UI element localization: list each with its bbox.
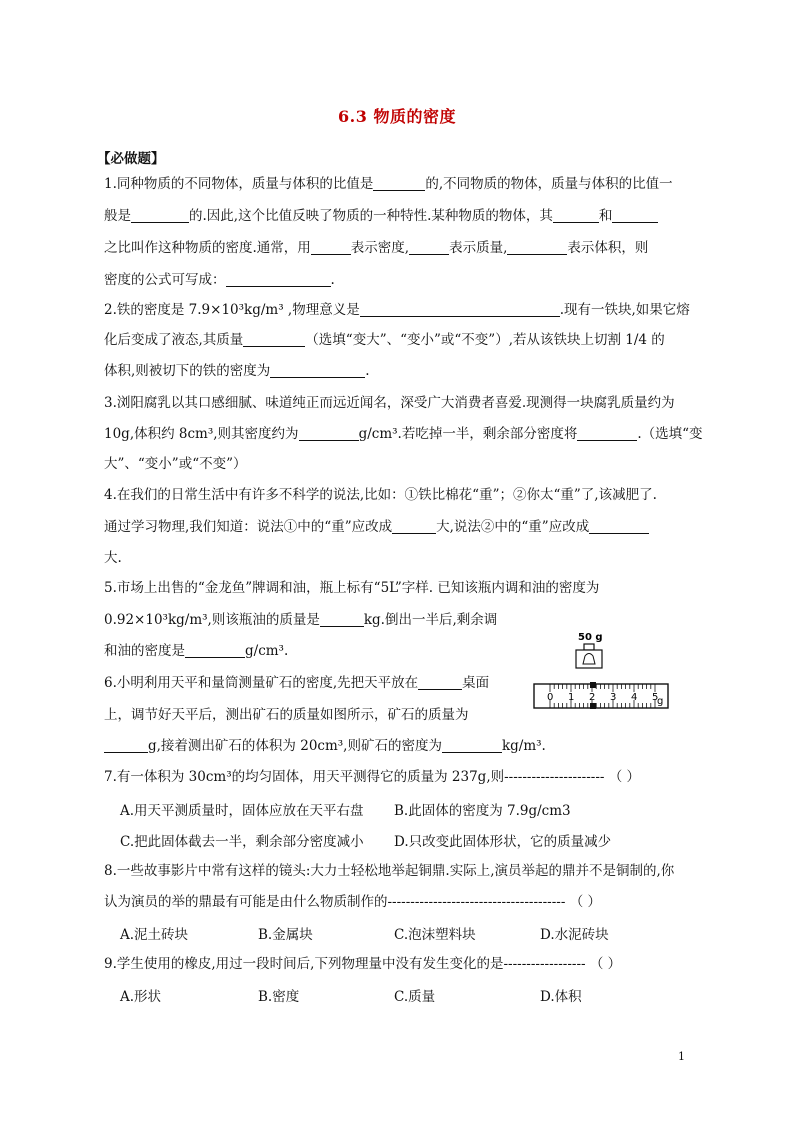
answer-blank[interactable] [409, 240, 449, 255]
q3-line-2: 10g,体积约 8cm³,则其密度约为 g/cm³.若吃掉一半，剩余部分密度将 .（选填“变 [104, 426, 703, 442]
q5-line-2: 0.92×10³kg/m³,则该瓶油的质量是 kg.倒出一半后,剩余调 [104, 612, 498, 628]
answer-blank[interactable] [311, 240, 351, 255]
q9-option-a[interactable]: A.形状 [120, 989, 162, 1005]
rider-top [590, 682, 596, 688]
answer-blank[interactable] [320, 612, 364, 627]
q8-option-c[interactable]: C.泡沫塑料块 [394, 927, 476, 943]
scale-tick-label: 2 [589, 692, 596, 703]
q7-option-b[interactable]: B.此固体的密度为 7.9g/cm3 [394, 803, 571, 819]
scale-tick-label: 1 [568, 692, 575, 703]
answer-blank[interactable] [299, 426, 359, 441]
answer-blank[interactable] [507, 240, 567, 255]
q1-line-4: 密度的公式可写成： . [104, 272, 335, 288]
q1-line-2: 般是 的.因此,这个比值反映了物质的一种特性.某种物质的物体，其 和 [104, 206, 658, 226]
q1-line-3: 之比叫作这种物质的密度.通常，用 表示密度, 表示质量, 表示体积，则 [104, 240, 649, 256]
q9-option-d[interactable]: D.体积 [540, 989, 582, 1005]
answer-blank[interactable] [185, 643, 245, 658]
answer-blank[interactable] [442, 738, 502, 753]
q8-line-1: 8.一些故事影片中常有这样的镜头:大力士轻松地举起铜鼎.实际上,演员举起的鼎并不是铜制的,你 [104, 863, 675, 879]
page-title: 6.3 物质的密度 [338, 107, 456, 126]
q5-line-1: 5.市场上出售的“金龙鱼”牌调和油，瓶上标有“5L”字样. 已知该瓶内调和油的密度为 [104, 580, 600, 596]
q8-option-a[interactable]: A.泥土砖块 [120, 927, 189, 943]
q3-line-3: 大”、“变小”或“不变”） [104, 456, 247, 472]
q4-line-2: 通过学习物理,我们知道：说法①中的“重”应改成 大,说法②中的“重”应改成 [104, 517, 649, 537]
q7-option-d[interactable]: D.只改变此固体形状，它的质量减少 [394, 834, 612, 850]
q9-option-c[interactable]: C.质量 [394, 989, 436, 1005]
answer-blank[interactable] [418, 675, 462, 690]
q4-line-1: 4.在我们的日常生活中有许多不科学的说法,比如：①铁比棉花“重”；②你太“重”了,该减肥了. [104, 487, 657, 503]
page-number: 1 [678, 1050, 685, 1063]
weight-label: 50 g [578, 632, 603, 643]
q3-line-1: 3.浏阳腐乳以其口感细腻、味道纯正而远近闻名，深受广大消费者喜爱.现测得一块腐乳质量约为 [104, 395, 675, 411]
rider-bottom [590, 703, 596, 709]
q7-option-a[interactable]: A.用天平测质量时，固体应放在天平右盘 [120, 803, 364, 819]
balance-scale-figure [530, 628, 672, 714]
q8-line-2: 认为演员的举的鼎最有可能是由什么物质制作的--------------------------------------- （ ） [104, 894, 601, 910]
q1-line-1: 1.同种物质的不同物体，质量与体积的比值是 的,不同物质的物体，质量与体积的比值一 [104, 176, 673, 192]
q6-line-2: 上，调节好天平后，测出矿石的质量如图所示，矿石的质量为 [104, 707, 469, 723]
weight-body [576, 650, 602, 668]
answer-blank[interactable] [270, 363, 365, 378]
q7-line: 7.有一体积为 30cm³的均匀固体，用天平测得它的质量为 237g,则---------------------- （ ） [104, 769, 641, 785]
answer-blank[interactable] [577, 426, 637, 441]
answer-blank[interactable] [226, 272, 331, 287]
answer-blank[interactable] [104, 738, 148, 753]
q8-option-b[interactable]: B.金属块 [258, 927, 313, 943]
q4-line-3: 大. [104, 550, 122, 566]
answer-blank[interactable] [589, 519, 649, 534]
scale-tick-label: 5 [652, 692, 659, 703]
answer-blank[interactable] [373, 176, 425, 191]
answer-blank[interactable] [243, 332, 305, 347]
answer-blank[interactable] [392, 519, 436, 534]
q9-line: 9.学生使用的橡皮,用过一段时间后,下列物理量中没有发生变化的是------------------ （ ） [104, 956, 622, 972]
q2-line-2: 化后变成了液态,其质量 （选填“变大”、“变小”或“不变”）,若从该铁块上切割 1/4 的 [104, 332, 665, 348]
q8-option-d[interactable]: D.水泥砖块 [540, 927, 609, 943]
answer-blank[interactable] [612, 208, 658, 223]
q2-line-1: 2.铁的密度是 7.9×10³kg/m³ ,物理意义是 .现有一铁块,如果它熔 [104, 302, 690, 318]
q7-option-c[interactable]: C.把此固体截去一半，剩余部分密度减小 [120, 834, 364, 850]
answer-blank[interactable] [360, 302, 560, 317]
q9-option-b[interactable]: B.密度 [258, 989, 300, 1005]
weight-handle [584, 644, 594, 650]
scale-tick-label: 3 [610, 692, 617, 703]
scale-tick-label: 0 [547, 692, 554, 703]
answer-blank[interactable] [553, 208, 599, 223]
q5-line-3: 和油的密度是 g/cm³. [104, 643, 289, 659]
scale-tick-label: 4 [631, 692, 638, 703]
q2-line-3: 体积,则被切下的铁的密度为 . [104, 363, 370, 379]
q6-line-1: 6.小明利用天平和量筒测量矿石的密度,先把天平放在 桌面 [104, 675, 490, 691]
answer-blank[interactable] [131, 208, 189, 223]
section-heading: 【必做题】 [97, 151, 165, 167]
q6-line-3: g,接着测出矿石的体积为 20cm³,则矿石的密度为 kg/m³. [104, 736, 546, 756]
scale-unit: g [657, 696, 664, 707]
